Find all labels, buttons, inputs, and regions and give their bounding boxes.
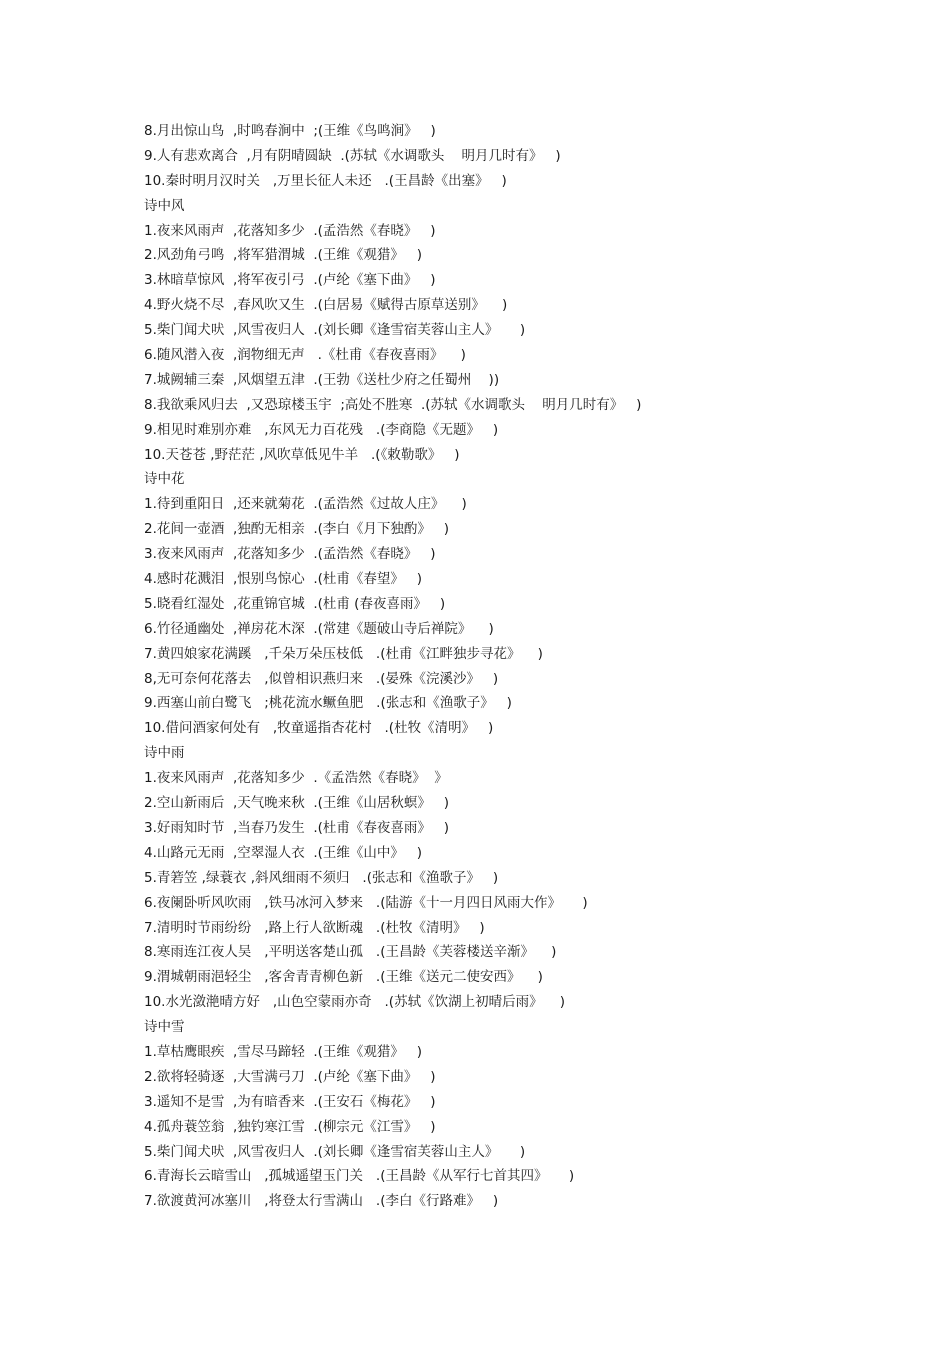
section-heading: 诗中雨 xyxy=(144,745,185,762)
poem-line: 7.清明时节雨纷纷 ,路上行人欲断魂 .(杜牧《清明》 ) xyxy=(144,919,485,936)
poem-line: 4.野火烧不尽 ,春风吹又生 .(白居易《赋得古原草送别》 ) xyxy=(144,297,508,314)
section-heading: 诗中花 xyxy=(144,471,185,488)
poem-line: 9.相见时难别亦难 ,东风无力百花残 .(李商隐《无题》 ) xyxy=(144,421,499,438)
poem-line: 1.草枯鹰眼疾 ,雪尽马蹄轻 .(王维《观猎》 ) xyxy=(144,1043,423,1060)
poem-line: 10.天苍苍 ,野茫茫 ,风吹草低见牛羊 .(《敕勒歌》 ) xyxy=(144,446,460,463)
poem-document xyxy=(144,119,924,1214)
poem-line: 8.我欲乘风归去 ,又恐琼楼玉宇 ;高处不胜寒 .(苏轼《水调歌头 明月几时有》 ) xyxy=(144,396,642,413)
poem-line: 2.风劲角弓鸣 ,将军猎渭城 .(王维《观猎》 ) xyxy=(144,247,423,264)
poem-line: 3.好雨知时节 ,当春乃发生 .(杜甫《春夜喜雨》 ) xyxy=(144,819,450,836)
poem-line: 8.月出惊山鸟 ,时鸣春涧中 ;(王维《鸟鸣涧》 ) xyxy=(144,123,436,139)
poem-line: 9.渭城朝雨浥轻尘 ,客舍青青柳色新 .(王维《送元二使安西》 ) xyxy=(144,969,543,986)
poem-line: 2.欲将轻骑逐 ,大雪满弓刀 .(卢纶《塞下曲》 ) xyxy=(144,1068,436,1085)
poem-line: 7.黄四娘家花满蹊 ,千朵万朵压枝低 .(杜甫《江畔独步寻花》 ) xyxy=(144,645,543,662)
poem-line: 5.青箬笠 ,绿蓑衣 ,斜风细雨不须归 .(张志和《渔歌子》 ) xyxy=(144,869,499,886)
poem-line: 10.水光潋滟晴方好 ,山色空蒙雨亦奇 .(苏轼《饮湖上初晴后雨》 ) xyxy=(144,994,565,1011)
poem-line: 4.孤舟蓑笠翁 ,独钓寒江雪 .(柳宗元《江雪》 ) xyxy=(144,1118,436,1135)
poem-line: 7.欲渡黄河冰塞川 ,将登太行雪满山 .(李白《行路难》 ) xyxy=(144,1193,499,1210)
poem-line: 2.花间一壶酒 ,独酌无相亲 .(李白《月下独酌》 ) xyxy=(144,521,450,538)
poem-line: 10.秦时明月汉时关 ,万里长征人未还 .(王昌龄《出塞》 ) xyxy=(144,172,507,189)
poem-line: 9.西塞山前白鹭飞 ;桃花流水鳜鱼肥 .(张志和《渔歌子》 ) xyxy=(144,695,512,712)
poem-line: 9.人有悲欢离合 ,月有阴晴圆缺 .(苏轼《水调歌头 明月几时有》 ) xyxy=(144,147,561,164)
section-heading: 诗中雪 xyxy=(144,1019,185,1036)
poem-line: 8.寒雨连江夜人吴 ,平明送客楚山孤 .(王昌龄《芙蓉楼送辛渐》 ) xyxy=(144,944,557,961)
poem-line: 6.竹径通幽处 ,禅房花木深 .(常建《题破山寺后禅院》 ) xyxy=(144,620,494,637)
poem-line: 8,无可奈何花落去 ,似曾相识燕归来 .(晏殊《浣溪沙》 ) xyxy=(144,670,499,687)
poem-line: 2.空山新雨后 ,天气晚来秋 .(王维《山居秋螟》 ) xyxy=(144,795,450,812)
poem-line: 6.夜阑卧听风吹雨 ,铁马冰河入梦来 .(陆游《十一月四日风雨大作》 ) xyxy=(144,894,588,911)
poem-line: 3.夜来风雨声 ,花落知多少 .(孟浩然《春晓》 ) xyxy=(144,546,436,563)
poem-line: 6.随风潜入夜 ,润物细无声 .《杜甫《春夜喜雨》 ) xyxy=(144,347,466,364)
poem-line: 1.待到重阳日 ,还来就菊花 .(孟浩然《过故人庄》 ) xyxy=(144,496,467,513)
poem-line: 6.青海长云暗雪山 ,孤城遥望玉门关 .(王昌龄《从军行七首其四》 ) xyxy=(144,1168,575,1185)
poem-line: 3.遥知不是雪 ,为有暗香来 .(王安石《梅花》 ) xyxy=(144,1093,436,1110)
section-heading: 诗中风 xyxy=(144,197,185,214)
poem-line: 1.夜来风雨声 ,花落知多少 .《孟浩然《春晓》 》 xyxy=(144,770,448,787)
poem-line: 5.柴门闻犬吠 ,风雪夜归人 .(刘长卿《逢雪宿芙蓉山主人》 ) xyxy=(144,322,526,339)
poem-line: 10.借问酒家何处有 ,牧童遥指杏花村 .(杜牧《清明》 ) xyxy=(144,720,494,737)
poem-line: 5.晓看红湿处 ,花重锦官城 .(杜甫 (春夜喜雨》 ) xyxy=(144,595,446,612)
poem-line: 4.感时花溅泪 ,恨别鸟惊心 .(杜甫《春望》 ) xyxy=(144,571,423,588)
poem-line: 1.夜来风雨声 ,花落知多少 .(孟浩然《春晓》 ) xyxy=(144,222,436,239)
poem-line: 5.柴门闻犬吠 ,风雪夜归人 .(刘长卿《逢雪宿芙蓉山主人》 ) xyxy=(144,1143,526,1160)
poem-line: 4.山路元无雨 ,空翠湿人衣 .(王维《山中》 ) xyxy=(144,844,423,861)
poem-line: 3.林暗草惊风 ,将军夜引弓 .(卢纶《塞下曲》 ) xyxy=(144,272,436,289)
poem-line: 7.城阙辅三秦 ,风烟望五津 .(王勃《送杜少府之任蜀州 )) xyxy=(144,371,500,388)
